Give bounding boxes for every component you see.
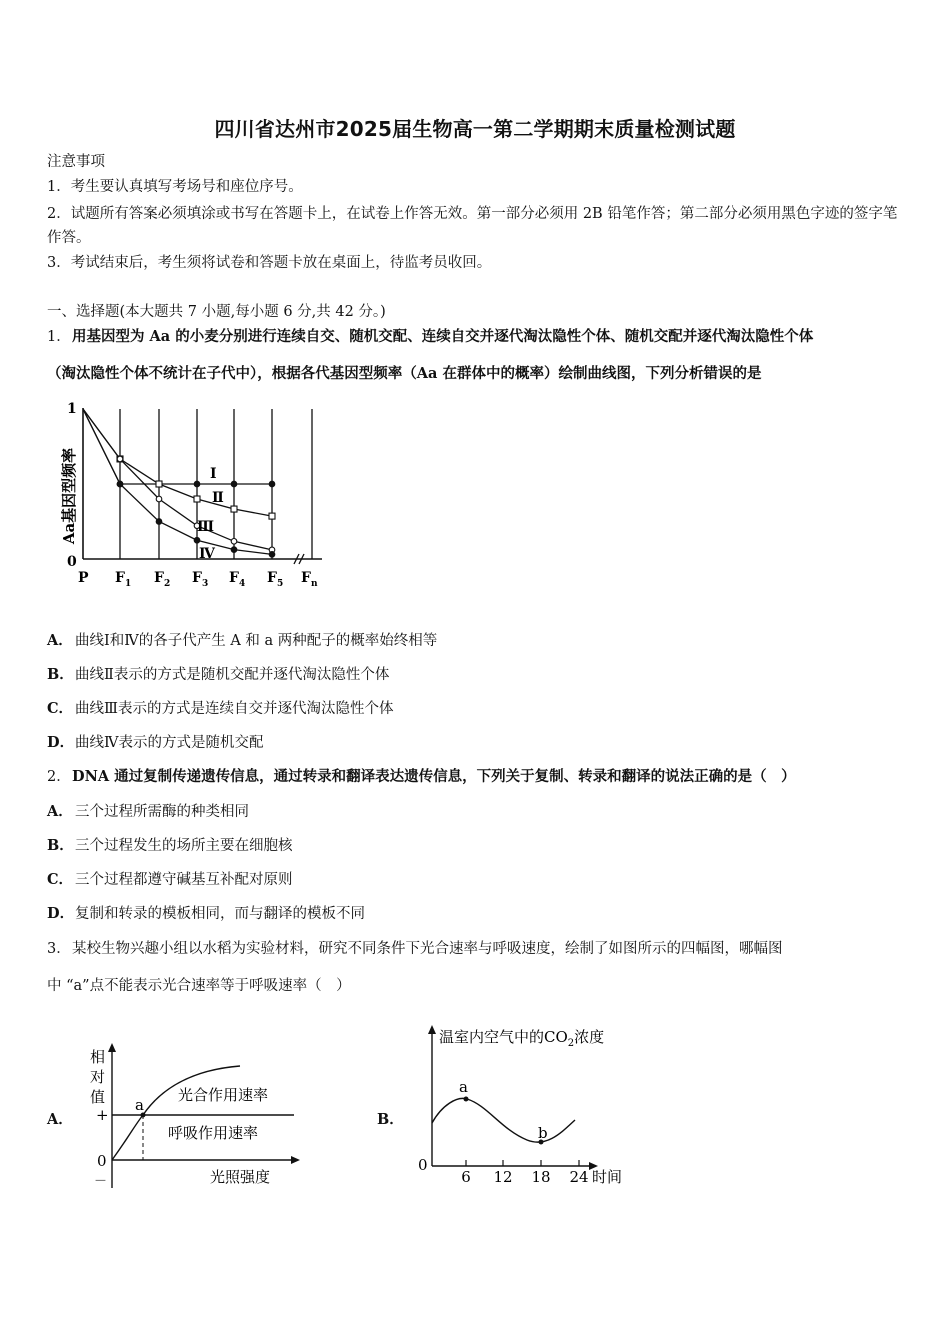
section-heading: 一、选择题(本大题共 7 小题,每小题 6 分,共 42 分。) <box>47 304 386 320</box>
point-a-marker <box>464 1097 469 1102</box>
x-tick-label-6: $F_n$ <box>301 570 318 589</box>
y-axis-arrow <box>108 1043 116 1052</box>
question-2-stem: DNA 通过复制传递遗传信息，通过转录和翻译表达遗传信息，下列关于复制、转录和翻译的说法正确的是（ ） <box>72 768 796 785</box>
point-b-label: b <box>538 1124 548 1142</box>
data-point-s1-p3 <box>194 481 200 487</box>
curve-label-2: Ⅱ <box>212 490 224 506</box>
x-tick-sub-5: 5 <box>276 579 284 589</box>
genotype-frequency-chart <box>40 396 340 596</box>
x-axis-label: 时间 <box>592 1168 623 1186</box>
q2-option-c-text: 三个过程都遵守碱基互补配对原则 <box>75 872 293 888</box>
x-tick-label-18: 18 <box>531 1168 551 1186</box>
data-point-s4-p2 <box>156 519 162 525</box>
q2-option-d-label: D． <box>47 905 75 922</box>
q3-option-b-label: B． <box>377 1111 404 1128</box>
zero-tick: 0 <box>97 1152 107 1170</box>
respiration-label: 呼吸作用速率 <box>168 1124 259 1142</box>
series-line-4 <box>83 409 272 554</box>
q1-option-b-text: 曲线Ⅱ表示的方式是随机交配并逐代淘汰隐性个体 <box>75 667 390 683</box>
q1-option-c-label: C． <box>47 700 74 717</box>
point-a-label: a <box>135 1096 144 1114</box>
y-axis-arrow <box>428 1025 436 1034</box>
x-tick-label-0: P <box>78 570 89 586</box>
q1-option-b-label: B． <box>47 666 74 683</box>
data-point-s1-p5 <box>269 481 275 487</box>
plus-tick: + <box>96 1106 109 1124</box>
q1-option-a-text: 曲线Ⅰ和Ⅳ的各子代产生 A 和 a 两种配子的概率始终相等 <box>75 633 438 649</box>
x-tick-sub-2: 2 <box>163 579 171 589</box>
y-label-char-3: 值 <box>90 1088 106 1106</box>
x-axis-arrow <box>291 1156 300 1164</box>
y-tick-top: 1 <box>67 401 77 417</box>
q1-option-c-text: 曲线Ⅲ表示的方式是连续自交并逐代淘汰隐性个体 <box>75 701 394 717</box>
x-tick-label-24: 24 <box>569 1168 589 1186</box>
x-tick-sub-4: 4 <box>238 579 246 589</box>
x-axis-labels <box>78 570 318 589</box>
zero-tick: 0 <box>418 1156 428 1174</box>
page-title: 四川省达州市2025届生物高一第二学期期末质量检测试题 <box>214 117 736 141</box>
y-label-char-2: 对 <box>90 1068 106 1086</box>
y-tick-zero: 0 <box>67 554 77 570</box>
q2-option-b-label: B． <box>47 837 74 854</box>
question-1-stem-line2: （淘汰隐性个体不统计在子代中），根据各代基因型频率（Aa 在群体中的概率）绘制曲线图，下列分析错误的是 <box>47 365 762 382</box>
notice-item-3: 3．考试结束后，考生须将试卷和答题卡放在桌面上，待监考员收回。 <box>47 255 492 271</box>
co2-curve <box>432 1098 575 1142</box>
question-3-stem-line2: 中 “a”点不能表示光合速率等于呼吸速率（ ） <box>47 978 351 994</box>
q2-option-a-text: 三个过程所需酶的种类相同 <box>75 804 249 820</box>
q2-option-c-label: C． <box>47 871 74 888</box>
data-point-s1-p4 <box>231 481 237 487</box>
notice-item-2: 2．试题所有答案必须填涂或书写在答题卡上，在试卷上作答无效。第一部分必须用 2B 铅笔作答；第二部分必须用黑色字迹的签字笔作答。 <box>47 206 898 246</box>
x-tick-sub-1: 1 <box>124 579 132 589</box>
q1-option-d-text: 曲线Ⅳ表示的方式是随机交配 <box>75 735 264 751</box>
x-tick-sub-3: 3 <box>201 579 209 589</box>
point-a-label: a <box>459 1078 468 1096</box>
notice-heading: 注意事项 <box>47 154 105 170</box>
data-point-s2-p5 <box>269 513 275 519</box>
y-label-char-1: 相 <box>90 1048 106 1066</box>
x-tick-label-3: $F_3$ <box>192 570 209 589</box>
minus-tick: － <box>94 1174 108 1189</box>
question-3-stem-line1: 某校生物兴趣小组以水稻为实验材料，研究不同条件下光合速率与呼吸速度，绘制了如图所示的四幅图，哪幅图 <box>72 941 783 957</box>
curve-label-1: Ⅰ <box>210 466 217 482</box>
data-point-s2-p3 <box>194 496 200 502</box>
q1-option-a-label: A． <box>47 632 73 649</box>
q2-option-a-label: A． <box>47 803 73 820</box>
curve-label-3: Ⅲ <box>197 519 215 535</box>
light-intensity-chart <box>80 1040 300 1190</box>
q1-option-d-label: D． <box>47 734 75 751</box>
notice-item-1: 1．考生要认真填写考场号和座位序号。 <box>47 179 303 195</box>
x-axis-label: 光照强度 <box>210 1168 271 1186</box>
x-tick-label-1: $F_1$ <box>115 570 132 589</box>
question-1-number: 1． <box>47 329 71 345</box>
y-axis-label <box>439 1028 604 1049</box>
y-axis-label-tail: 浓度 <box>574 1028 605 1046</box>
data-point-s3-p4 <box>231 539 237 545</box>
x-tick-label-5: $F_5$ <box>267 570 284 589</box>
series-line-2 <box>83 409 272 516</box>
series-line-3 <box>83 409 272 550</box>
x-tick-label-2: $F_2$ <box>154 570 171 589</box>
q2-option-d-text: 复制和转录的模板相同，而与翻译的模板不同 <box>75 906 365 922</box>
question-1-stem-line1: 用基因型为 Aa 的小麦分别进行连续自交、随机交配、连续自交并逐代淘汰隐性个体、随机交配并逐代淘汰隐性个体 <box>72 328 814 345</box>
data-point-s4-p1 <box>117 481 123 487</box>
x-tick-label-4: $F_4$ <box>229 570 246 589</box>
q3-option-a-label: A． <box>47 1111 73 1128</box>
data-point-s4-p4 <box>231 547 237 553</box>
photosynthesis-label: 光合作用速率 <box>178 1086 269 1104</box>
data-point-s2-p4 <box>231 506 237 512</box>
curve-labels <box>197 466 224 562</box>
x-tick-label-12: 12 <box>493 1168 513 1186</box>
q2-option-b-text: 三个过程发生的场所主要在细胞核 <box>75 838 293 854</box>
y-axis-label: Aa基因型频率 <box>60 447 78 545</box>
x-tick-sub-6: n <box>310 579 318 589</box>
curve-label-4: Ⅳ <box>199 546 215 562</box>
x-axis-ticks <box>461 1160 588 1186</box>
chart-series <box>83 409 275 557</box>
question-3-number: 3． <box>47 941 71 957</box>
photosynthesis-curve <box>112 1066 240 1160</box>
data-point-s2-p2 <box>156 481 162 487</box>
y-axis-label-main: 温室内空气中的CO <box>439 1028 568 1046</box>
y-axis-label-sub: 2 <box>567 1038 575 1049</box>
data-point-s3-p1 <box>117 456 123 462</box>
data-point-s4-p3 <box>194 537 200 543</box>
x-tick-label-6: 6 <box>461 1168 471 1186</box>
question-2-number: 2． <box>47 769 71 785</box>
data-point-s3-p2 <box>156 496 162 502</box>
data-point-s4-p5 <box>269 552 275 558</box>
co2-concentration-chart <box>412 1020 632 1190</box>
